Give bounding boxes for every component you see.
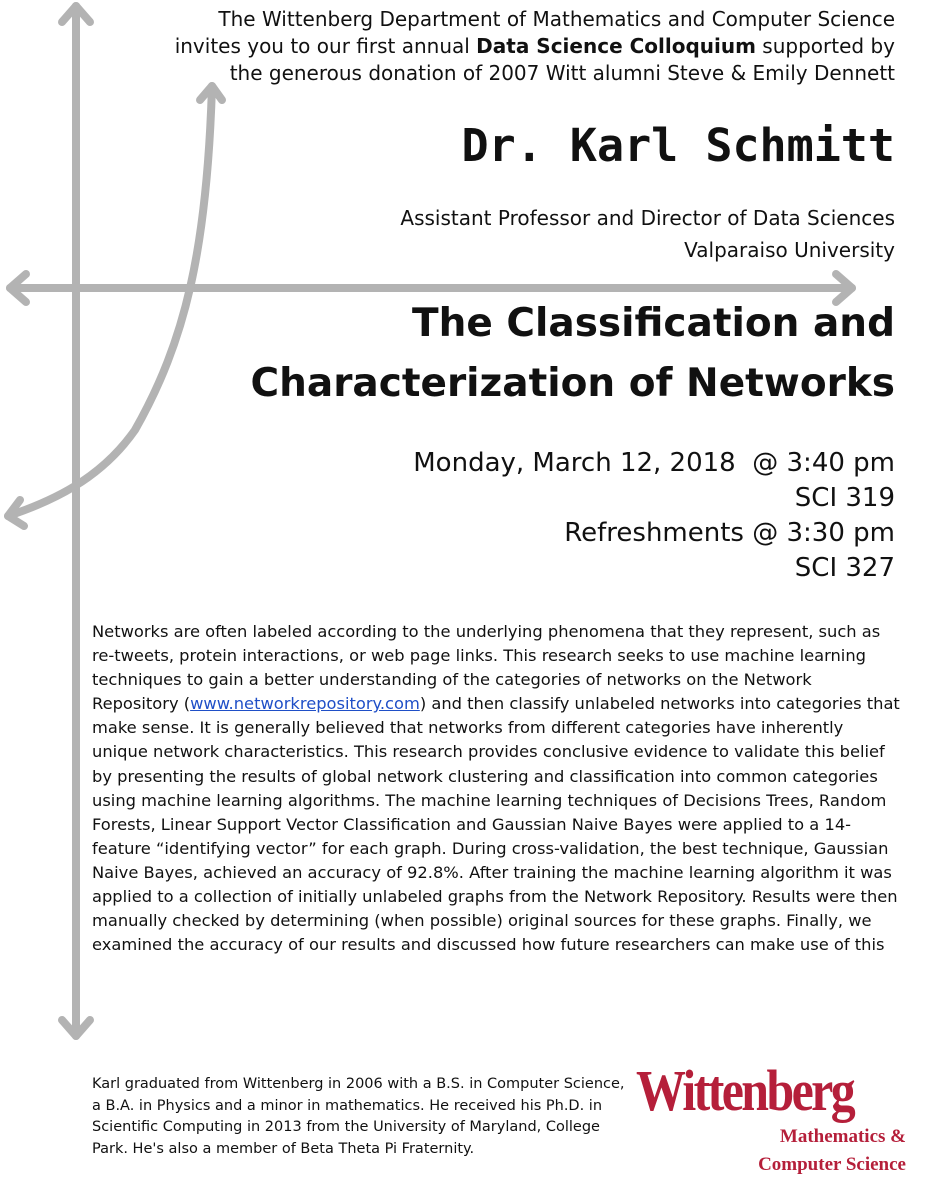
invitation-header xyxy=(135,6,895,87)
speaker-affiliation xyxy=(295,202,895,266)
talk-title-line-1: The Classification and xyxy=(412,301,895,346)
speaker-name: Dr. Karl Schmitt xyxy=(461,119,895,172)
speaker-bio: Karl graduated from Wittenberg in 2006 with a B.S. in Computer Science, a B.A. in Physics and a minor in mathematics. He received his Ph.D. in Scientific Computing in 2013 from the University of Maryland, College Park. He's also a member of Beta Theta Pi Fraternity. xyxy=(92,1076,625,1157)
logo-subtitle-line-1: Mathematics & xyxy=(779,1126,906,1147)
event-schedule xyxy=(295,446,895,586)
invitation-line-2-end: supported by xyxy=(755,34,895,58)
abstract-text-end: ) and then classify unlabeled networks into categories that make sense. It is generally believed that networks from different categories have inherently unique network characteristics. This research provides conclusive evidence to validate this belief by presenting the results of global network clustering and classification into common categories using machine learning algorithms. The machine learning techniques of Decisions Trees, Random Forests, Linear Support Vector Classification and Gaussian Naive Bayes were applied to a 14-feature “identifying vector” for each graph. During cross-validation, the best technique, Gaussian Naive Bayes, achieved an accuracy of 92.8%. After training the machine learning algorithm it was applied to a collection of initially unlabeled graphs from the Network Repository. Results were then manually checked by determining (when possible) original sources for these graphs. Finally, we examined the accuracy of our results and discussed how future researchers can make use of this xyxy=(92,694,900,955)
wittenberg-wordmark: Wittenberg xyxy=(636,1058,854,1123)
abstract-text-start: Networks are often labeled according to the underlying phenomena that they represent, such as re-tweets, protein interactions, or web page links. This research seeks to use machine learning techniques to gain a better understanding of the categories of networks on the Network Repository ( xyxy=(92,622,881,714)
curve xyxy=(8,86,212,516)
invitation-line-2 xyxy=(135,33,895,60)
event-room: SCI 319 xyxy=(794,483,895,513)
colloquium-name: Data Science Colloquium xyxy=(476,34,756,58)
invitation-line-2-start: invites you to our first annual xyxy=(174,34,477,58)
talk-title-line-2: Characterization of Networks xyxy=(250,361,895,406)
logo-subtitle-line-2: Computer Science xyxy=(758,1154,906,1175)
invitation-line-3: the generous donation of 2007 Witt alumni Steve & Emily Dennett xyxy=(229,61,895,85)
abstract-paragraph xyxy=(92,620,902,957)
refreshments-room: SCI 327 xyxy=(794,553,895,583)
invitation-line-1: The Wittenberg Department of Mathematics and Computer Science xyxy=(218,7,895,31)
speaker-position: Assistant Professor and Director of Data Sciences xyxy=(400,206,895,230)
network-repository-link[interactable]: www.networkrepository.com xyxy=(190,694,420,714)
talk-title xyxy=(195,294,895,414)
event-datetime: Monday, March 12, 2018 @ 3:40 pm xyxy=(413,448,895,478)
refreshments-time: Refreshments @ 3:30 pm xyxy=(564,518,895,548)
speaker-institution: Valparaiso University xyxy=(684,238,895,262)
wittenberg-logo xyxy=(636,1058,908,1184)
